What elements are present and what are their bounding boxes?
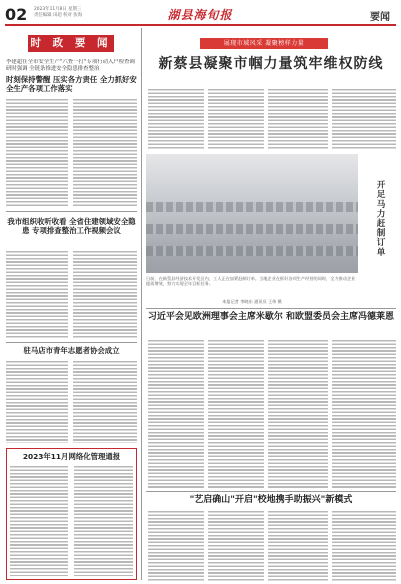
- article-body: [268, 511, 328, 581]
- section-name: 要闻: [370, 12, 390, 23]
- headline-art: "艺启确山"开启"校地携手助振兴"新模式: [189, 495, 353, 505]
- slogan-banner: 展现市域风采 凝聚榜样力量: [200, 38, 328, 49]
- article-body: [208, 511, 264, 581]
- article-body: [73, 361, 137, 443]
- factory-photo: [146, 154, 358, 273]
- photo-credit: 本报记者 李晓东 通讯员 王伟 摄: [222, 299, 282, 304]
- article-body: [148, 89, 204, 149]
- article-body: [332, 89, 396, 149]
- editor-line: 责任编辑 田超 校对 张海: [34, 13, 83, 18]
- article-body: [332, 340, 396, 488]
- headline-housing: 我市组织收听收看 全省住建领域安全隐患 专项排查整治工作视频会议: [7, 217, 136, 236]
- divider: [6, 211, 137, 212]
- article-body: [6, 99, 68, 207]
- photo-detail: [146, 224, 358, 234]
- article-body: [208, 89, 264, 149]
- article-body: [268, 340, 328, 488]
- article-body: [73, 99, 137, 207]
- article-body: [208, 340, 264, 488]
- notice-body: [74, 466, 133, 576]
- article-body: [332, 511, 396, 581]
- notice-body: [10, 466, 68, 576]
- main-headline: 新蔡县凝聚市帼力量筑牢维权防线: [158, 56, 384, 72]
- article-body: [148, 511, 204, 581]
- issue-date: 2023年11月8日 星期三: [34, 7, 82, 12]
- headline-safety: 时刻保持警醒 压实各方责任 全力抓好安全生产各项工作落实: [6, 75, 137, 94]
- photo-caption: 日前，在新蔡县经济技术开发区内，工人正在加紧赶制订单。当地企业在抓好各项生产经营的同时，全力推动企业提质增效，努力实现全年目标任务。: [146, 276, 356, 287]
- divider: [146, 308, 396, 309]
- column-divider: [141, 28, 142, 580]
- masthead-rule: [5, 24, 396, 26]
- section-banner: 时 政 要 闻: [28, 35, 114, 52]
- photo-detail: [146, 246, 358, 256]
- lead-text: 李建超在全市安全生产"六查一打"专项行动入户检查调研时强调 全链条推进安全隐患排查整治: [6, 59, 135, 72]
- newspaper-logo: 湖县海旬报: [167, 8, 233, 22]
- article-body: [6, 361, 68, 443]
- headline-meeting: 习近平会见欧洲理事会主席米歇尔 和欧盟委员会主席冯德莱恩: [147, 312, 395, 322]
- photo-headline: 开足马力赶制订单: [375, 180, 385, 257]
- article-body: [268, 89, 328, 149]
- article-body: [6, 251, 68, 339]
- photo-detail: [146, 202, 358, 212]
- headline-volunteers: 驻马店市青年志愿者协会成立: [23, 346, 120, 355]
- divider: [6, 342, 137, 343]
- article-body: [148, 340, 204, 488]
- page-number: 02: [5, 5, 28, 24]
- notice-title: 2023年11月网络化管理通报: [22, 452, 121, 461]
- article-body: [73, 251, 137, 339]
- divider: [146, 491, 396, 492]
